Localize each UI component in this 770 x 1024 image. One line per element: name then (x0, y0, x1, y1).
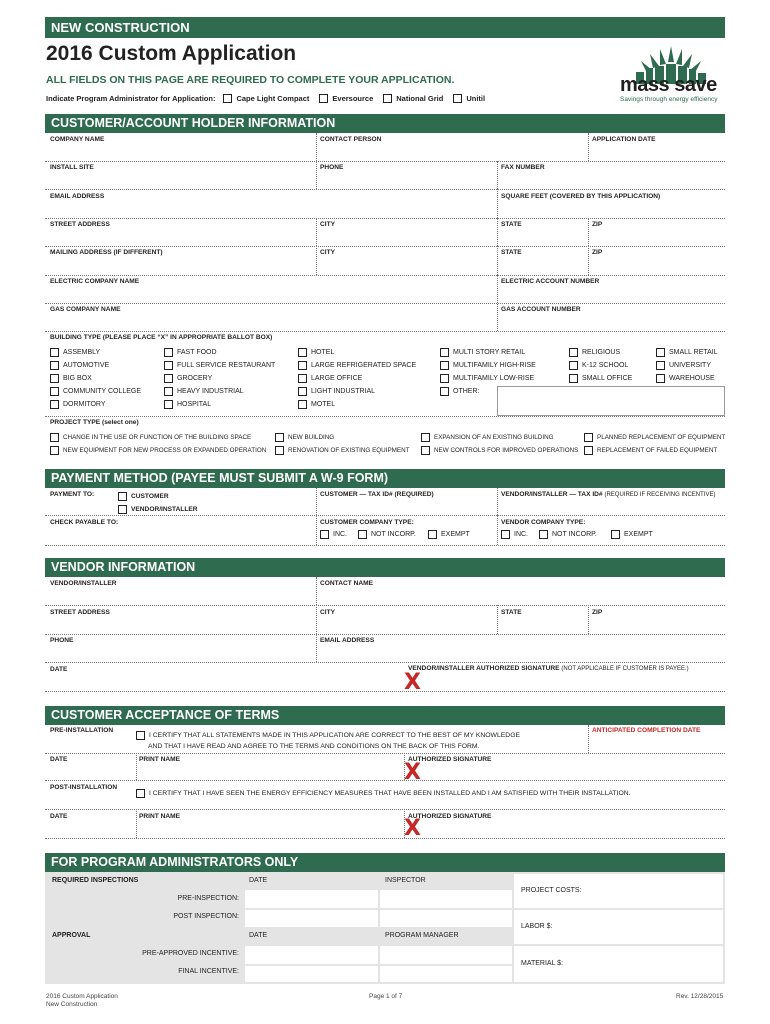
project-type-label: PROJECT TYPE (select one) (50, 419, 139, 426)
option-label: K-12 SCHOOL (582, 362, 629, 369)
option-label: SMALL OFFICE (582, 375, 633, 382)
building-option[interactable] (50, 361, 109, 370)
field-pre-date[interactable]: DATE (50, 756, 68, 763)
project-costs-label: PROJECT COSTS: (521, 887, 582, 894)
option-label: UNIVERSITY (669, 362, 712, 369)
option-label: CHANGE IN THE USE OR FUNCTION OF THE BUILDING SPACE (63, 434, 252, 441)
field-zip[interactable]: ZIP (592, 221, 603, 228)
building-option[interactable] (164, 348, 217, 357)
project-type-option[interactable] (50, 433, 251, 442)
checkbox[interactable] (118, 505, 127, 514)
field-contact-person[interactable]: CONTACT PERSON (320, 136, 382, 143)
building-option[interactable] (164, 400, 211, 409)
pre-cert-text: I CERTIFY THAT ALL STATEMENTS MADE IN THIS APPLICATION ARE CORRECT TO THE BEST OF MY KNOWLEDGE (149, 732, 521, 739)
checkbox[interactable] (50, 361, 59, 370)
checkbox[interactable] (501, 530, 510, 539)
required-note: ALL FIELDS ON THIS PAGE ARE REQUIRED TO COMPLETE YOUR APPLICATION. (46, 74, 455, 86)
admin-date-header: DATE (249, 877, 268, 884)
building-option[interactable] (164, 374, 212, 383)
check-payable-label[interactable]: CHECK PAYABLE TO: (50, 519, 119, 526)
field-electric-account[interactable]: ELECTRIC ACCOUNT NUMBER (501, 278, 600, 285)
section-admin-header: FOR PROGRAM ADMINISTRATORS ONLY (45, 853, 725, 872)
field-vendor-state[interactable]: STATE (501, 609, 522, 616)
admin-inspector-header: INSPECTOR (385, 877, 426, 884)
option-label: INC. (333, 531, 347, 538)
footer-revision: Rev. 12/28/2015 (676, 993, 724, 1000)
checkbox[interactable] (421, 433, 430, 442)
field-vendor-installer[interactable]: VENDOR/INSTALLER (50, 580, 117, 587)
field-application-date[interactable]: APPLICATION DATE (592, 136, 656, 143)
option-label: LIGHT INDUSTRIAL (311, 388, 376, 395)
checkbox[interactable] (611, 530, 620, 539)
customer-type-not-incorp[interactable] (358, 530, 416, 539)
project-type-option[interactable] (275, 433, 334, 442)
option-label: HEAVY INDUSTRIAL (177, 388, 244, 395)
final-incentive-manager-input[interactable] (380, 966, 512, 982)
field-street-address[interactable]: STREET ADDRESS (50, 221, 110, 228)
checkbox[interactable] (136, 731, 145, 740)
vendor-type-inc[interactable] (501, 530, 528, 539)
post-installation-label: POST-INSTALLATION (50, 784, 118, 791)
final-incentive-date-input[interactable] (245, 966, 378, 982)
option-label: NEW BUILDING (288, 434, 335, 441)
checkbox[interactable] (298, 400, 307, 409)
checkbox[interactable] (584, 433, 593, 442)
building-option[interactable] (440, 374, 534, 383)
pre-installation-label: PRE-INSTALLATION (50, 727, 114, 734)
footer-left-line2: New Construction (46, 1001, 98, 1008)
pa-option-label: National Grid (396, 94, 444, 103)
option-label: CUSTOMER (131, 493, 169, 500)
field-vendor-zip[interactable]: ZIP (592, 609, 603, 616)
logo-text: mass save (620, 74, 717, 96)
option-label: GROCERY (177, 375, 213, 382)
top-banner: NEW CONSTRUCTION (45, 17, 725, 38)
checkbox[interactable] (50, 446, 59, 455)
building-option[interactable] (50, 387, 141, 396)
building-option[interactable] (298, 387, 375, 396)
option-label: MULTIFAMILY LOW-RISE (453, 375, 535, 382)
payment-to-vendor[interactable] (118, 505, 198, 514)
checkbox[interactable] (440, 374, 449, 383)
vendor-type-exempt[interactable] (611, 530, 653, 539)
option-label: MULTIFAMILY HIGH-RISE (453, 362, 536, 369)
building-option[interactable] (440, 387, 479, 396)
field-gas-company[interactable]: GAS COMPANY NAME (50, 306, 121, 313)
building-type-label: BUILDING TYPE (PLEASE PLACE “X” IN APPROPRIATE BALLOT BOX) (50, 334, 273, 341)
pre-cert-text-line2: AND THAT I HAVE READ AND AGREE TO THE TERMS AND CONDITIONS ON THE BACK OF THIS FORM. (148, 743, 480, 750)
payment-to-label: PAYMENT TO: (50, 491, 95, 498)
checkbox[interactable] (50, 348, 59, 357)
field-vendor-date[interactable]: DATE (50, 666, 68, 673)
pa-checkbox-unitil[interactable] (453, 94, 462, 103)
option-label: VENDOR/INSTALLER (131, 506, 198, 513)
building-option[interactable] (569, 374, 632, 383)
building-option[interactable] (656, 374, 715, 383)
post-cert-text: I CERTIFY THAT I HAVE SEEN THE ENERGY EFFICIENCY MEASURES THAT HAVE BEEN INSTALLED AND I AM SATISFIED WITH THEIR INSTALLATION. (149, 790, 631, 797)
field-vendor-contact-name[interactable]: CONTACT NAME (320, 580, 373, 587)
checkbox[interactable] (275, 446, 284, 455)
customer-type-exempt[interactable] (428, 530, 470, 539)
checkbox[interactable] (164, 400, 173, 409)
pre-approved-manager-input[interactable] (380, 946, 512, 964)
pa-selector (46, 94, 485, 103)
post-signature-x-icon: X (404, 816, 421, 841)
option-label: LARGE OFFICE (311, 375, 363, 382)
field-post-signature[interactable]: AUTHORIZED SIGNATURE (408, 813, 492, 820)
post-inspection-label: POST INSPECTION: (173, 913, 239, 920)
option-label: RELIGIOUS (582, 349, 621, 356)
pa-checkbox-eversource[interactable] (319, 94, 328, 103)
option-label: MOTEL (311, 401, 336, 408)
building-option[interactable] (298, 348, 334, 357)
option-label: RENOVATION OF EXISTING EQUIPMENT (288, 447, 410, 454)
customer-company-type-label: CUSTOMER COMPANY TYPE: (320, 519, 414, 526)
building-option[interactable] (569, 361, 628, 370)
field-vendor-city[interactable]: CITY (320, 609, 336, 616)
option-label: PLANNED REPLACEMENT OF EQUIPMENT (597, 434, 726, 441)
building-option[interactable] (50, 348, 100, 357)
option-label: OTHER: (453, 388, 480, 395)
pre-inspection-date-input[interactable] (245, 890, 378, 908)
checkbox[interactable] (656, 361, 665, 370)
field-state[interactable]: STATE (501, 221, 522, 228)
field-company-name[interactable]: COMPANY NAME (50, 136, 105, 143)
required-inspections-label: REQUIRED INSPECTIONS (52, 877, 139, 884)
pre-inspection-inspector-input[interactable] (380, 890, 512, 908)
field-vendor-tax-id[interactable] (501, 491, 715, 498)
project-type-option[interactable] (584, 433, 725, 442)
checkbox[interactable] (440, 361, 449, 370)
project-type-option[interactable] (421, 433, 554, 442)
checkbox[interactable] (320, 530, 329, 539)
option-label: WAREHOUSE (669, 375, 715, 382)
option-label: NOT INCORP. (371, 531, 416, 538)
vendor-tax-label: VENDOR/INSTALLER — TAX ID# (501, 491, 603, 498)
option-label: NEW EQUIPMENT FOR NEW PROCESS OR EXPANDED OPERATION (63, 447, 267, 454)
other-building-input[interactable] (497, 386, 725, 416)
option-label: EXEMPT (441, 531, 470, 538)
section-customer-header: CUSTOMER/ACCOUNT HOLDER INFORMATION (45, 114, 725, 133)
building-option[interactable] (298, 400, 335, 409)
option-label: LARGE REFRIGERATED SPACE (311, 362, 417, 369)
field-fax[interactable]: FAX NUMBER (501, 164, 545, 171)
signature-label: VENDOR/INSTALLER AUTHORIZED SIGNATURE (408, 665, 560, 672)
approval-label: APPROVAL (52, 932, 91, 939)
option-label: NOT INCORP. (552, 531, 597, 538)
field-post-print-name[interactable]: PRINT NAME (139, 813, 181, 820)
option-label: FAST FOOD (177, 349, 217, 356)
vendor-company-type-label: VENDOR COMPANY TYPE: (501, 519, 586, 526)
building-option[interactable] (569, 348, 620, 357)
checkbox[interactable] (164, 348, 173, 357)
payment-to-customer[interactable] (118, 492, 169, 501)
option-label: EXPANSION OF AN EXISTING BUILDING (434, 434, 554, 441)
pa-option-label: Cape Light Compact (236, 94, 310, 103)
field-vendor-email[interactable]: EMAIL ADDRESS (320, 637, 375, 644)
approval-date-header: DATE (249, 932, 268, 939)
pre-cert-checkbox-row[interactable] (136, 731, 520, 740)
final-incentive-label: FINAL INCENTIVE: (178, 968, 239, 975)
checkbox[interactable] (569, 374, 578, 383)
vendor-tax-note: (REQUIRED IF RECEIVING INCENTIVE) (604, 492, 716, 498)
program-manager-header: PROGRAM MANAGER (385, 932, 459, 939)
field-square-feet[interactable]: SQUARE FEET (COVERED BY THIS APPLICATION) (501, 193, 661, 200)
option-label: NEW CONTROLS FOR IMPROVED OPERATIONS (434, 447, 579, 454)
post-cert-checkbox-row[interactable] (136, 789, 631, 798)
vendor-type-not-incorp[interactable] (539, 530, 597, 539)
pa-checkbox-national-grid[interactable] (383, 94, 392, 103)
checkbox[interactable] (569, 348, 578, 357)
option-label: SMALL RETAIL (669, 349, 718, 356)
building-option[interactable] (50, 374, 92, 383)
pre-approved-incentive-label: PRE-APPROVED INCENTIVE: (142, 950, 239, 957)
checkbox[interactable] (136, 789, 145, 798)
field-pre-signature[interactable]: AUTHORIZED SIGNATURE (408, 756, 492, 763)
pa-option-label: Eversource (332, 94, 374, 103)
option-label: BIG BOX (63, 375, 92, 382)
project-type-option[interactable] (275, 446, 410, 455)
building-option[interactable] (298, 374, 362, 383)
building-option[interactable] (656, 348, 718, 357)
field-customer-tax-id[interactable]: CUSTOMER — TAX ID# (REQUIRED) (320, 491, 434, 498)
field-mailing-state[interactable]: STATE (501, 249, 522, 256)
option-label: DORMITORY (63, 401, 106, 408)
building-option[interactable] (440, 361, 536, 370)
footer-left-line1: 2016 Custom Application (46, 993, 118, 1000)
post-inspection-inspector-input[interactable] (380, 910, 512, 927)
pa-checkbox-cape-light[interactable] (223, 94, 232, 103)
option-label: ASSEMBLY (63, 349, 101, 356)
field-vendor-phone[interactable]: PHONE (50, 637, 74, 644)
checkbox[interactable] (440, 348, 449, 357)
pre-signature-x-icon: X (404, 760, 421, 785)
field-email[interactable]: EMAIL ADDRESS (50, 193, 105, 200)
logo-tagline: Savings through energy efficiency (620, 96, 718, 103)
building-option[interactable] (50, 400, 106, 409)
option-label: MULTI STORY RETAIL (453, 349, 526, 356)
checkbox[interactable] (275, 433, 284, 442)
checkbox[interactable] (656, 348, 665, 357)
building-option[interactable] (298, 361, 416, 370)
field-mailing-address[interactable]: MAILING ADDRESS (IF DIFFERENT) (50, 249, 163, 256)
option-label: REPLACEMENT OF FAILED EQUIPMENT (597, 447, 718, 454)
option-label: HOSPITAL (177, 401, 212, 408)
mass-save-logo (616, 44, 726, 106)
page-title: 2016 Custom Application (46, 42, 297, 65)
checkbox[interactable] (164, 387, 173, 396)
option-label: EXEMPT (624, 531, 653, 538)
project-type-option[interactable] (421, 446, 578, 455)
building-option[interactable] (656, 361, 711, 370)
checkbox[interactable] (164, 374, 173, 383)
checkbox[interactable] (298, 387, 307, 396)
checkbox[interactable] (584, 446, 593, 455)
field-mailing-zip[interactable]: ZIP (592, 249, 603, 256)
building-option[interactable] (164, 387, 244, 396)
section-vendor-header: VENDOR INFORMATION (45, 558, 725, 577)
checkbox[interactable] (50, 433, 59, 442)
checkbox[interactable] (569, 361, 578, 370)
checkbox[interactable] (298, 374, 307, 383)
section-acceptance-header: CUSTOMER ACCEPTANCE OF TERMS (45, 706, 725, 725)
checkbox[interactable] (539, 530, 548, 539)
checkbox[interactable] (358, 530, 367, 539)
building-option[interactable] (440, 348, 525, 357)
checkbox[interactable] (428, 530, 437, 539)
pre-approved-date-input[interactable] (245, 946, 378, 964)
checkbox[interactable] (298, 361, 307, 370)
checkbox[interactable] (50, 387, 59, 396)
option-label: AUTOMOTIVE (63, 362, 110, 369)
customer-type-inc[interactable] (320, 530, 347, 539)
option-label: INC. (514, 531, 528, 538)
checkbox[interactable] (50, 400, 59, 409)
option-label: HOTEL (311, 349, 335, 356)
field-mailing-city[interactable]: CITY (320, 249, 336, 256)
field-post-date[interactable]: DATE (50, 813, 68, 820)
field-gas-account[interactable]: GAS ACCOUNT NUMBER (501, 306, 581, 313)
post-inspection-date-input[interactable] (245, 910, 378, 927)
signature-note: (NOT APPLICABLE IF CUSTOMER IS PAYEE.) (561, 666, 689, 672)
checkbox[interactable] (118, 492, 127, 501)
field-electric-company[interactable]: ELECTRIC COMPANY NAME (50, 278, 140, 285)
checkbox[interactable] (440, 387, 449, 396)
material-label: MATERIAL $: (521, 960, 564, 967)
pre-inspection-label: PRE-INSPECTION: (177, 895, 239, 902)
section-payment-header: PAYMENT METHOD (PAYEE MUST SUBMIT A W-9 FORM) (45, 469, 725, 488)
labor-label: LABOR $: (521, 923, 553, 930)
checkbox[interactable] (298, 348, 307, 357)
field-pre-print-name[interactable]: PRINT NAME (139, 756, 181, 763)
field-city[interactable]: CITY (320, 221, 336, 228)
checkbox[interactable] (164, 361, 173, 370)
building-option[interactable] (164, 361, 275, 370)
field-install-site[interactable]: INSTALL SITE (50, 164, 94, 171)
checkbox[interactable] (421, 446, 430, 455)
field-phone[interactable]: PHONE (320, 164, 344, 171)
field-vendor-street[interactable]: STREET ADDRESS (50, 609, 110, 616)
field-anticipated-completion[interactable]: ANTICIPATED COMPLETION DATE (592, 727, 701, 734)
option-label: COMMUNITY COLLEGE (63, 388, 142, 395)
pa-option-label: Unitil (466, 94, 486, 103)
project-type-option[interactable] (584, 446, 717, 455)
field-vendor-signature[interactable] (408, 665, 689, 672)
footer-page-number: Page 1 of 7 (369, 993, 403, 1000)
option-label: FULL SERVICE RESTAURANT (177, 362, 276, 369)
pa-label: Indicate Program Administrator for Application: (46, 94, 216, 103)
project-type-option[interactable] (50, 446, 266, 455)
checkbox[interactable] (50, 374, 59, 383)
vendor-signature-x-icon: X (404, 670, 421, 695)
checkbox[interactable] (656, 374, 665, 383)
